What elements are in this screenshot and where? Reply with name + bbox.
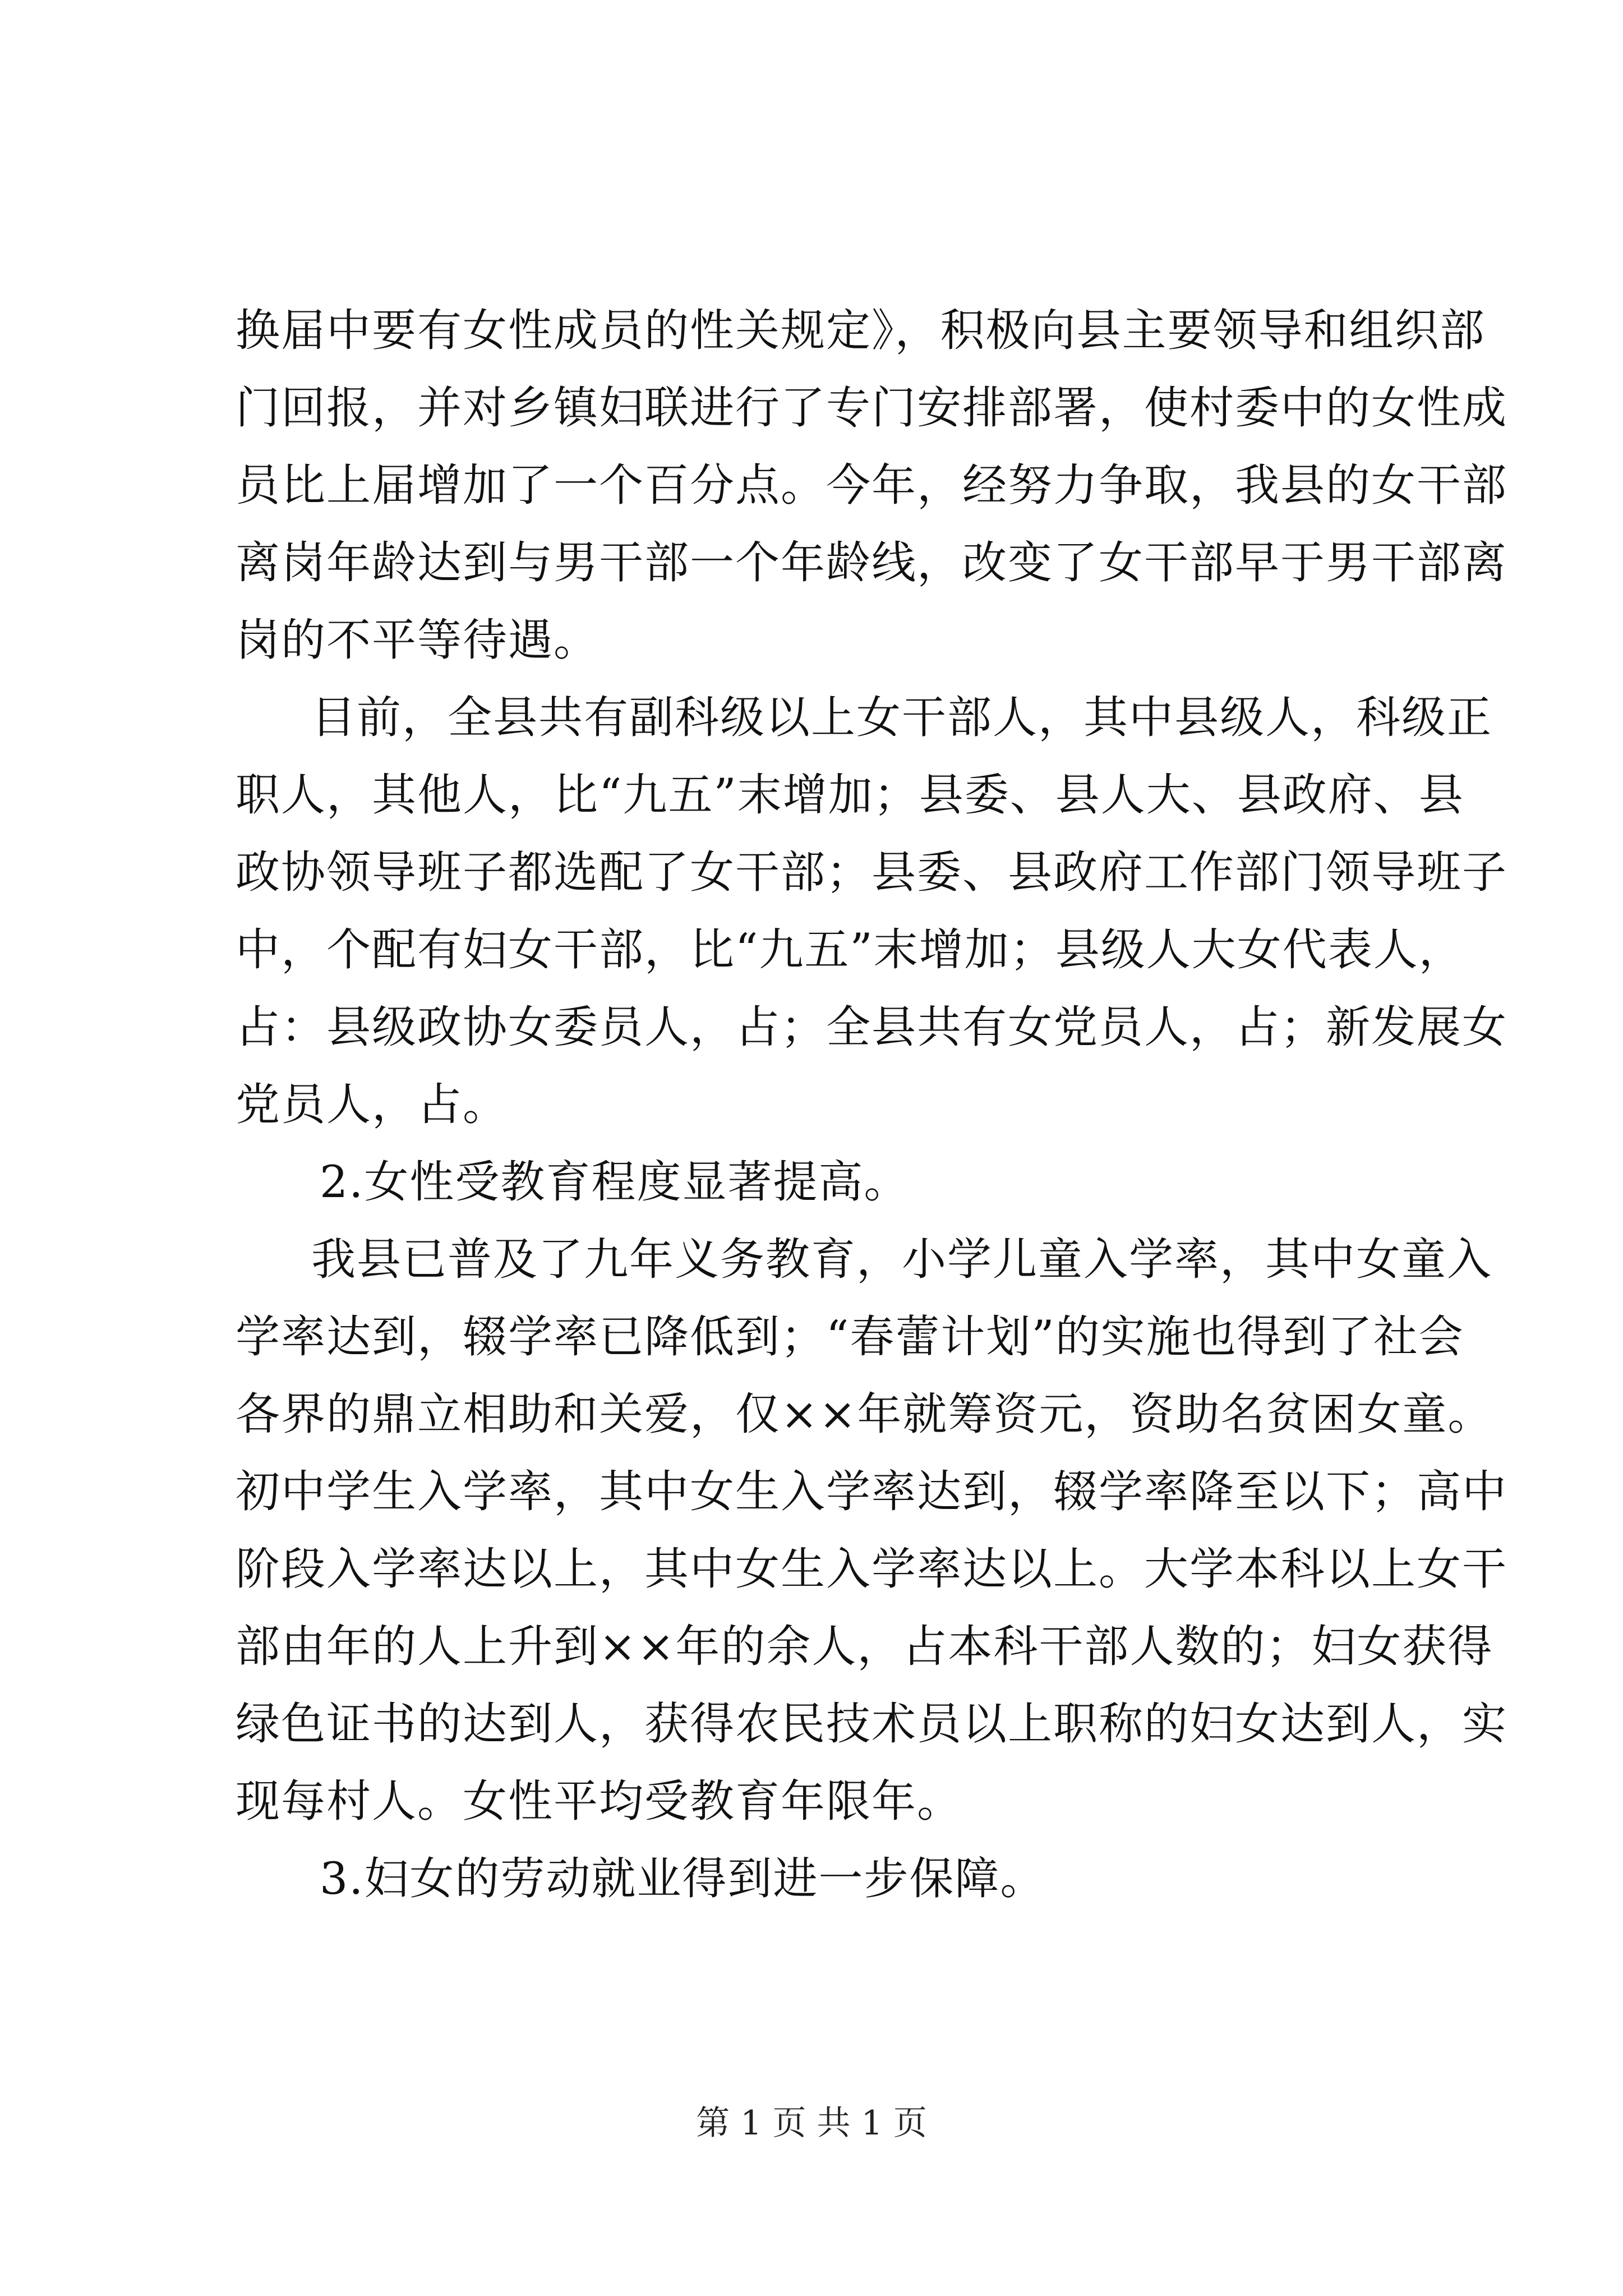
body-line: 初中学生入学率，其中女生入学率达到，辍学率降至以下；高中 (236, 1466, 1507, 1517)
body-line: 离岗年龄达到与男干部一个年龄线，改变了女干部早于男干部离 (236, 537, 1507, 588)
body-line: 现每村人。女性平均受教育年限年。 (236, 1775, 962, 1827)
document-body (236, 292, 1507, 1917)
body-line: 中，个配有妇女干部，比“九五”末增加；县级人大女代表人， (236, 924, 1464, 976)
body-line: 部由年的人上升到××年的余人，占本科干部人数的；妇女获得 (236, 1621, 1493, 1672)
body-line: 党员人，占。 (236, 1079, 508, 1130)
body-line: 换届中要有女性成员的性关规定》，积极向县主要领导和组织部 (236, 305, 1486, 356)
page-footer: 第 1 页 共 1 页 (696, 2104, 927, 2143)
body-line: 阶段入学率达以上，其中女生入学率达以上。大学本科以上女干 (236, 1543, 1507, 1595)
body-line: 门回报，并对乡镇妇联进行了专门安排部署，使村委中的女性成 (236, 382, 1507, 434)
body-line: 员比上届增加了一个百分点。今年，经努力争取，我县的女干部 (236, 459, 1507, 511)
body-line: 政协领导班子都选配了女干部；县委、县政府工作部门领导班子 (236, 846, 1507, 898)
body-line: 职人，其他人，比“九五”末增加；县委、县人大、县政府、县 (236, 769, 1464, 821)
section-heading: 2.女性受教育程度显著提高。 (320, 1156, 910, 1208)
paragraph-first-line: 目前，全县共有副科级以上女干部人，其中县级人，科级正 (311, 692, 1492, 743)
section-heading: 3.妇女的劳动就业得到进一步保障。 (320, 1853, 1046, 1904)
body-line: 绿色证书的达到人，获得农民技术员以上职称的妇女达到人，实 (236, 1698, 1507, 1750)
body-line: 各界的鼎立相助和关爱，仅××年就筹资元，资助名贫困女童。 (236, 1388, 1493, 1440)
paragraph-first-line: 我县已普及了九年义务教育，小学儿童入学率，其中女童入 (311, 1234, 1492, 1285)
body-line: 岗的不平等待遇。 (236, 614, 599, 666)
body-line: 占：县级政协女委员人，占；全县共有女党员人，占；新发展女 (236, 1001, 1507, 1053)
body-line: 学率达到，辍学率已降低到；“春蕾计划”的实施也得到了社会 (236, 1311, 1464, 1363)
